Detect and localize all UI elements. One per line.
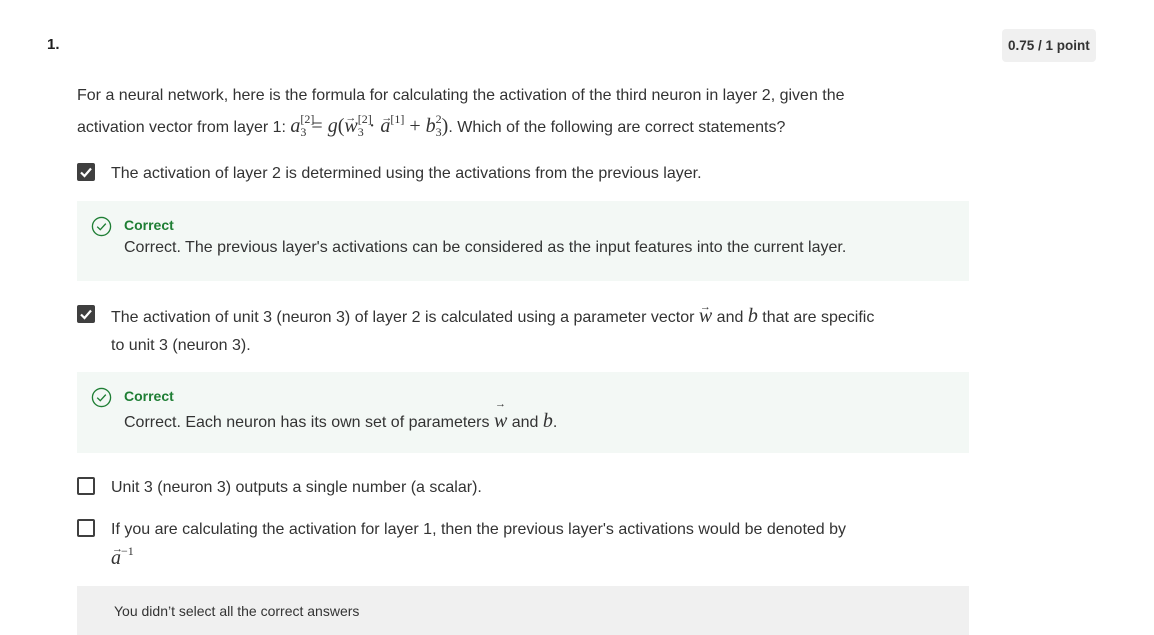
option-2-text-part2: and	[712, 309, 748, 326]
b-symbol: b	[747, 305, 758, 327]
option-1-feedback	[77, 201, 969, 281]
option-1-text: The activation of layer 2 is determined using the activations from the previous layer.	[111, 165, 702, 182]
a-inverse-symbol: → $a^{-1}$	[111, 547, 134, 569]
prompt-line-1: For a neural network, here is the formula for calculating the activation of the third neuron in layer 2, given the	[77, 87, 845, 104]
option-3-text: Unit 3 (neuron 3) outputs a single number (a scalar).	[111, 479, 482, 496]
checkmark-icon	[79, 165, 93, 179]
feedback-1-text: Correct. The previous layer's activations can be considered as the input features into the current layer.	[124, 239, 847, 256]
vector-w-symbol: → w	[494, 410, 507, 432]
b-symbol: b	[542, 410, 553, 432]
checkmark-icon	[79, 307, 93, 321]
prompt-line-2-prefix: activation vector from layer 1:	[77, 119, 291, 136]
option-4-checkbox[interactable]	[77, 519, 95, 537]
question-prompt	[77, 80, 957, 144]
option-2-checkbox[interactable]	[77, 305, 95, 323]
option-2-text-part3: that are specific	[757, 309, 875, 326]
feedback-2-text	[124, 410, 557, 433]
option-2-text-line2: to unit 3 (neuron 3).	[111, 337, 251, 354]
option-1-checkbox[interactable]	[77, 163, 95, 181]
check-circle-icon	[91, 216, 112, 237]
feedback-2-text-part2: and	[507, 414, 543, 431]
answer-option-2[interactable]	[77, 302, 956, 360]
prompt-line-2	[77, 111, 957, 144]
option-2-text	[111, 302, 956, 360]
option-4-formula	[111, 544, 956, 574]
check-circle-icon	[91, 387, 112, 408]
result-summary: You didn’t select all the correct answers	[77, 586, 969, 635]
answer-option-4[interactable]	[77, 516, 956, 574]
answer-option-1[interactable]	[77, 160, 956, 188]
feedback-2-text-part1: Correct. Each neuron has its own set of parameters	[124, 414, 494, 431]
option-4-text-line1: If you are calculating the activation for layer 1, then the previous layer's activations would be denoted by	[111, 521, 847, 538]
vector-w-symbol: → w	[699, 305, 712, 327]
option-2-feedback	[77, 372, 969, 453]
feedback-2-title: Correct	[124, 388, 174, 404]
feedback-2-text-part3: .	[552, 414, 558, 431]
option-4-text	[111, 516, 956, 574]
feedback-1-title: Correct	[124, 217, 174, 233]
option-2-text-part1: The activation of unit 3 (neuron 3) of layer 2 is calculated using a parameter vector	[111, 309, 699, 326]
option-3-checkbox[interactable]	[77, 477, 95, 495]
points-badge: 0.75 / 1 point	[1002, 29, 1096, 62]
question-number: 1.	[47, 36, 60, 53]
activation-formula: $a[2]_3 = g(\to w[2]_3$ · → $a[1] + b^2_3$)	[290, 115, 448, 137]
answer-option-3[interactable]	[77, 474, 956, 502]
prompt-line-2-suffix: . Which of the following are correct statements?	[448, 119, 786, 136]
